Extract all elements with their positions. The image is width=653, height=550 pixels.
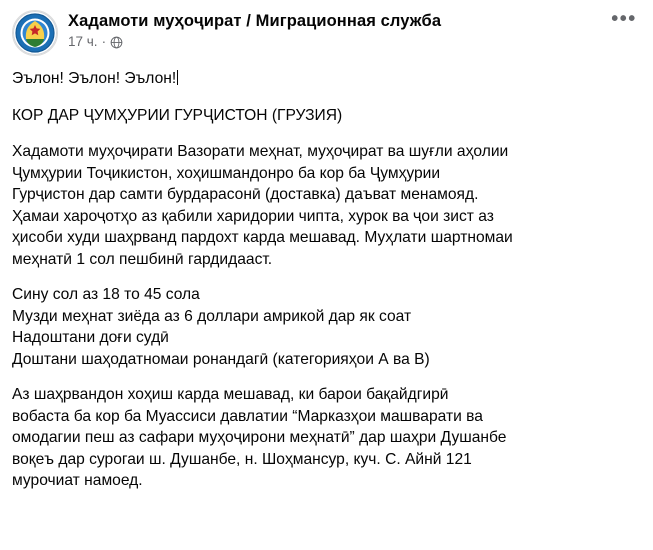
post-line: меҳнатӣ 1 сол пешбинӣ гардидааст. <box>12 250 273 268</box>
post-line: ҳисоби худи шаҳрванд пардохт карда мешавад. Муҳлати шартномаи <box>12 229 513 247</box>
text-block-body-1 <box>12 141 641 270</box>
post-line: Доштани шаҳодатномаи ронандагӣ (категорияҳои А ва В) <box>12 350 430 368</box>
post-line: Музди меҳнат зиёда аз 6 доллари амрикой дар як соат <box>12 307 412 325</box>
post-timestamp[interactable]: 17 ч. <box>68 34 98 49</box>
text-block-title <box>12 105 641 127</box>
post-line: Аз шаҳрвандон хоҳиш карда мешавад, ки барои бақайдгирӣ <box>12 386 449 404</box>
post-header-text <box>68 10 607 50</box>
globe-icon[interactable] <box>110 36 123 49</box>
post-header <box>0 0 653 60</box>
post-line: КОР ДАР ҶУМҲУРИИ ГУРҶИСТОН (ГРУЗИЯ) <box>12 106 343 124</box>
post-line: воқеъ дар сурогаи ш. Душанбе, н. Шоҳмансур, куч. С. Айнй 121 <box>12 450 472 468</box>
post-meta <box>68 34 607 50</box>
post-line: мурочиат намоед. <box>12 472 143 490</box>
post-line: Ҷумҳурии Тоҷикистон, хоҳишмандонро ба кор ба Ҷумҳурии <box>12 164 441 182</box>
text-block-requirements <box>12 284 641 370</box>
avatar[interactable] <box>12 10 58 56</box>
text-caret <box>177 70 178 85</box>
post-line: Эълон! Эълон! Эълон! <box>12 70 177 87</box>
post-options-label: ••• <box>611 8 637 30</box>
post-options-button[interactable] <box>607 8 641 38</box>
meta-separator: · <box>101 34 107 49</box>
post-line: омодагии пеш аз сафари муҳоҷирони меҳнатӣ” дар шаҳри Душанбе <box>12 429 507 447</box>
post-body <box>0 60 653 492</box>
post-line: Надоштани доғи судӣ <box>12 329 169 347</box>
post-line: Ҳамаи хароҷотҳо аз қабили харидории чипта, хурок ва ҷои зист аз <box>12 207 494 225</box>
emblem-avatar-icon <box>13 11 57 55</box>
post-line: вобаста ба кор ба Муассиси давлатии “Марказҳои машварати ва <box>12 407 483 425</box>
post-line: Сину сол аз 18 то 45 сола <box>12 286 200 304</box>
post-line: Гурҷистон дар самти бурдарасонӣ (доставка) даъват менамояд. <box>12 186 479 204</box>
text-block-body-2 <box>12 384 641 492</box>
text-block-announcement <box>12 68 641 90</box>
post-line: Хадамоти муҳоҷирати Вазорати меҳнат, муҳоҷират ва шуғли аҳолии <box>12 143 509 161</box>
page-title[interactable]: Хадамоти муҳоҷират / Миграционная служба <box>68 12 442 30</box>
